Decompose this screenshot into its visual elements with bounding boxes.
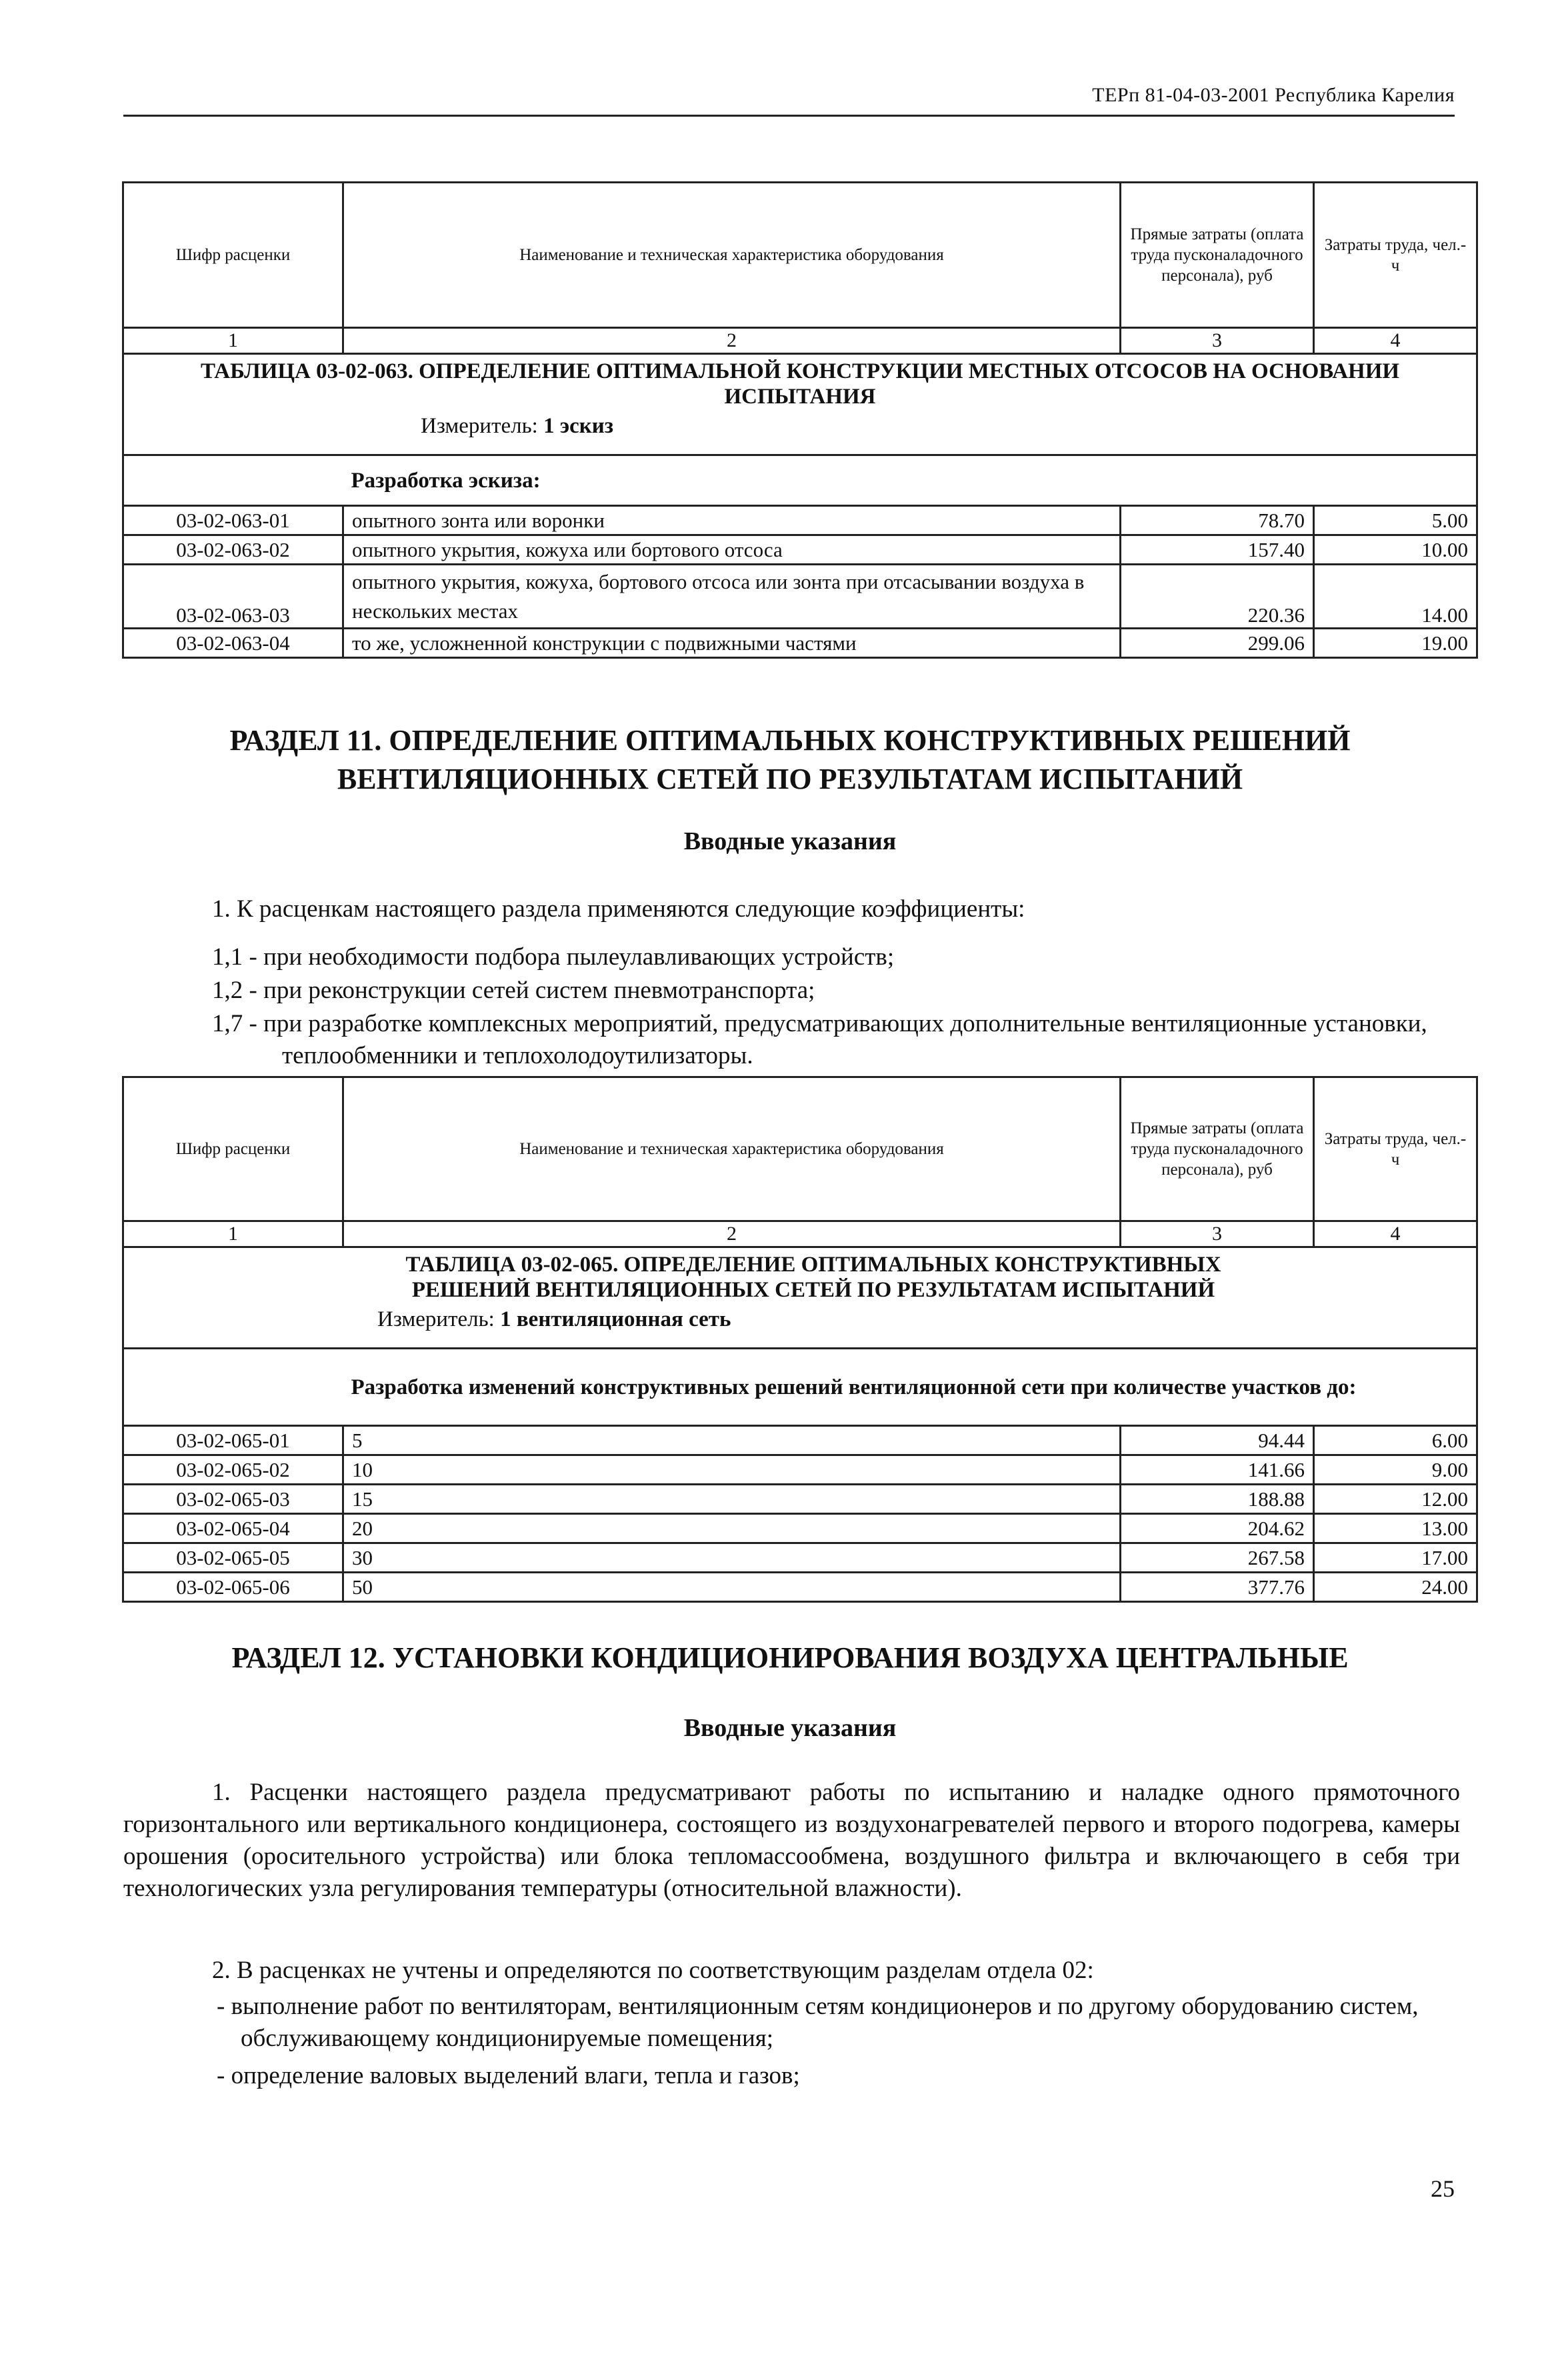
table-row bbox=[123, 1573, 1477, 1602]
section-12-intro-title: Вводные указания bbox=[683, 1714, 897, 1742]
coefficient-item: 1,1 - при необходимости подбора пылеулавливающих устройств; bbox=[212, 943, 895, 971]
rate-code: 03-02-065-05 bbox=[123, 1543, 343, 1573]
rate-table-03-02-065 bbox=[122, 1076, 1478, 1603]
table-row bbox=[123, 1543, 1477, 1573]
rate-labor: 14.00 bbox=[1314, 565, 1477, 629]
rate-name: 10 bbox=[343, 1455, 1121, 1485]
rate-cost: 267.58 bbox=[1121, 1543, 1314, 1573]
rate-labor: 24.00 bbox=[1314, 1573, 1477, 1602]
col-header-cost: Прямые затраты (оплата труда пусконаладочного персонала), руб bbox=[1121, 183, 1314, 328]
rate-labor: 9.00 bbox=[1314, 1455, 1477, 1485]
rate-name: 15 bbox=[343, 1485, 1121, 1514]
table-title: ТАБЛИЦА 03-02-065. ОПРЕДЕЛЕНИЕ ОПТИМАЛЬНЫХ КОНСТРУКТИВНЫХ РЕШЕНИЙ ВЕНТИЛЯЦИОННЫХ СЕТЕЙ ПО РЕЗУЛЬТАТАМ ИСПЫТАНИЙ bbox=[405, 1253, 1221, 1302]
table-title-row bbox=[123, 1247, 1477, 1349]
col-number: 3 bbox=[1121, 328, 1314, 354]
page-number: 25 bbox=[1431, 2175, 1455, 2202]
rate-name: опытного укрытия, кожуха, бортового отсоса или зонта при отсасывании воздуха в нескольких местах bbox=[343, 565, 1121, 629]
rate-name: опытного укрытия, кожуха или бортового отсоса bbox=[343, 535, 1121, 565]
column-number-row bbox=[123, 328, 1477, 354]
table-row bbox=[123, 1485, 1477, 1514]
measure-unit bbox=[377, 1307, 1249, 1335]
measure-value: 1 вентиляционная сеть bbox=[500, 1307, 731, 1331]
table-header-row bbox=[123, 1077, 1477, 1221]
rate-code: 03-02-065-02 bbox=[123, 1455, 343, 1485]
table-row bbox=[123, 535, 1477, 565]
rate-cost: 157.40 bbox=[1121, 535, 1314, 565]
rate-code: 03-02-063-03 bbox=[123, 565, 343, 629]
col-header-name: Наименование и техническая характеристика оборудования bbox=[343, 183, 1121, 328]
running-header: ТЕРп 81-04-03-2001 Республика Карелия bbox=[1092, 84, 1455, 106]
rate-name: 20 bbox=[343, 1514, 1121, 1543]
col-number: 3 bbox=[1121, 1221, 1314, 1247]
section-11-title: РАЗДЕЛ 11. ОПРЕДЕЛЕНИЕ ОПТИМАЛЬНЫХ КОНСТРУКТИВНЫХ РЕШЕНИЙ ВЕНТИЛЯЦИОННЫХ СЕТЕЙ ПО РЕЗУЛЬТАТАМ ИСПЫТАНИЙ bbox=[229, 724, 1351, 795]
rate-table-03-02-063 bbox=[122, 181, 1478, 659]
measure-value: 1 эскиз bbox=[543, 414, 614, 438]
rate-cost: 299.06 bbox=[1121, 629, 1314, 658]
section-12-paragraph: 1. Расценки настоящего раздела предусматривают работы по испытанию и наладке одного прямоточного горизонтального или вертикального кондиционера, состоящего из воздухонагревателей первого и второго подогрева, камеры орошения (оросительного устройства) или блока тепломассообмена, воздушного фильтра и включающего в себя три технологических узла регулирования температуры (относительной влажности). bbox=[123, 1779, 1460, 1902]
rate-code: 03-02-065-04 bbox=[123, 1514, 343, 1543]
measure-label: Измеритель: bbox=[377, 1307, 495, 1331]
section-11-paragraph: 1. К расценкам настоящего раздела применяются следующие коэффициенты: bbox=[212, 895, 1025, 923]
header-rule bbox=[123, 115, 1455, 117]
rate-labor: 19.00 bbox=[1314, 629, 1477, 658]
rate-code: 03-02-063-01 bbox=[123, 506, 343, 535]
table-row bbox=[123, 1426, 1477, 1455]
rate-name: 5 bbox=[343, 1426, 1121, 1455]
rate-labor: 13.00 bbox=[1314, 1514, 1477, 1543]
table-row bbox=[123, 506, 1477, 535]
col-number: 4 bbox=[1314, 1221, 1477, 1247]
table-row bbox=[123, 629, 1477, 658]
table-subhead-row bbox=[123, 1349, 1477, 1426]
col-header-code: Шифр расценки bbox=[123, 183, 343, 328]
rate-cost: 94.44 bbox=[1121, 1426, 1314, 1455]
rate-cost: 204.62 bbox=[1121, 1514, 1314, 1543]
rate-cost: 377.76 bbox=[1121, 1573, 1314, 1602]
rate-labor: 17.00 bbox=[1314, 1543, 1477, 1573]
table-header-row bbox=[123, 183, 1477, 328]
table-subhead: Разработка изменений конструктивных решений вентиляционной сети при количестве участков до: bbox=[343, 1349, 1477, 1426]
table-title: ТАБЛИЦА 03-02-063. ОПРЕДЕЛЕНИЕ ОПТИМАЛЬНОЙ КОНСТРУКЦИИ МЕСТНЫХ ОТСОСОВ НА ОСНОВАНИИ ИСПЫТАНИЯ bbox=[200, 359, 1400, 409]
col-number: 1 bbox=[123, 328, 343, 354]
measure-unit bbox=[151, 413, 1449, 441]
rate-code: 03-02-065-06 bbox=[123, 1573, 343, 1602]
col-header-labor: Затраты труда, чел.-ч bbox=[1314, 1077, 1477, 1221]
measure-label: Измеритель: bbox=[421, 414, 538, 438]
rate-labor: 5.00 bbox=[1314, 506, 1477, 535]
col-header-name: Наименование и техническая характеристика оборудования bbox=[343, 1077, 1121, 1221]
rate-name: то же, усложненной конструкции с подвижными частями bbox=[343, 629, 1121, 658]
col-number: 4 bbox=[1314, 328, 1477, 354]
bullet-item: - определение валовых выделений влаги, тепла и газов; bbox=[217, 2062, 800, 2089]
table-title-row bbox=[123, 354, 1477, 455]
rate-cost: 78.70 bbox=[1121, 506, 1314, 535]
section-12-paragraph: 2. В расценках не учтены и определяются по соответствующим разделам отдела 02: bbox=[212, 1957, 1094, 1984]
coefficient-item: 1,7 - при разработке комплексных мероприятий, предусматривающих дополнительные вентиляционные установки, теплообменники и теплохолодоутилизаторы. bbox=[212, 1010, 1427, 1069]
col-number: 2 bbox=[343, 1221, 1121, 1247]
rate-name: 30 bbox=[343, 1543, 1121, 1573]
rate-code: 03-02-063-02 bbox=[123, 535, 343, 565]
coefficient-item: 1,2 - при реконструкции сетей систем пневмотранспорта; bbox=[212, 977, 815, 1004]
col-number: 2 bbox=[343, 328, 1121, 354]
col-header-labor: Затраты труда, чел.-ч bbox=[1314, 183, 1477, 328]
rate-code: 03-02-063-04 bbox=[123, 629, 343, 658]
table-subhead: Разработка эскиза: bbox=[343, 455, 1477, 506]
rate-cost: 141.66 bbox=[1121, 1455, 1314, 1485]
section-12-title: РАЗДЕЛ 12. УСТАНОВКИ КОНДИЦИОНИРОВАНИЯ ВОЗДУХА ЦЕНТРАЛЬНЫЕ bbox=[231, 1641, 1349, 1674]
rate-labor: 10.00 bbox=[1314, 535, 1477, 565]
table-subhead-row bbox=[123, 455, 1477, 506]
rate-cost: 220.36 bbox=[1121, 565, 1314, 629]
table-row bbox=[123, 1514, 1477, 1543]
rate-cost: 188.88 bbox=[1121, 1485, 1314, 1514]
rate-code: 03-02-065-01 bbox=[123, 1426, 343, 1455]
rate-labor: 12.00 bbox=[1314, 1485, 1477, 1514]
table-row bbox=[123, 565, 1477, 629]
col-number: 1 bbox=[123, 1221, 343, 1247]
column-number-row bbox=[123, 1221, 1477, 1247]
rate-code: 03-02-065-03 bbox=[123, 1485, 343, 1514]
col-header-cost: Прямые затраты (оплата труда пусконаладочного персонала), руб bbox=[1121, 1077, 1314, 1221]
bullet-item: - выполнение работ по вентиляторам, вентиляционным сетям кондиционеров и по другому оборудованию систем, обслуживающему кондиционируемые помещения; bbox=[217, 1993, 1419, 2052]
rate-labor: 6.00 bbox=[1314, 1426, 1477, 1455]
rate-name: опытного зонта или воронки bbox=[343, 506, 1121, 535]
rate-name: 50 bbox=[343, 1573, 1121, 1602]
col-header-code: Шифр расценки bbox=[123, 1077, 343, 1221]
table-row bbox=[123, 1455, 1477, 1485]
section-11-intro-title: Вводные указания bbox=[683, 827, 897, 855]
